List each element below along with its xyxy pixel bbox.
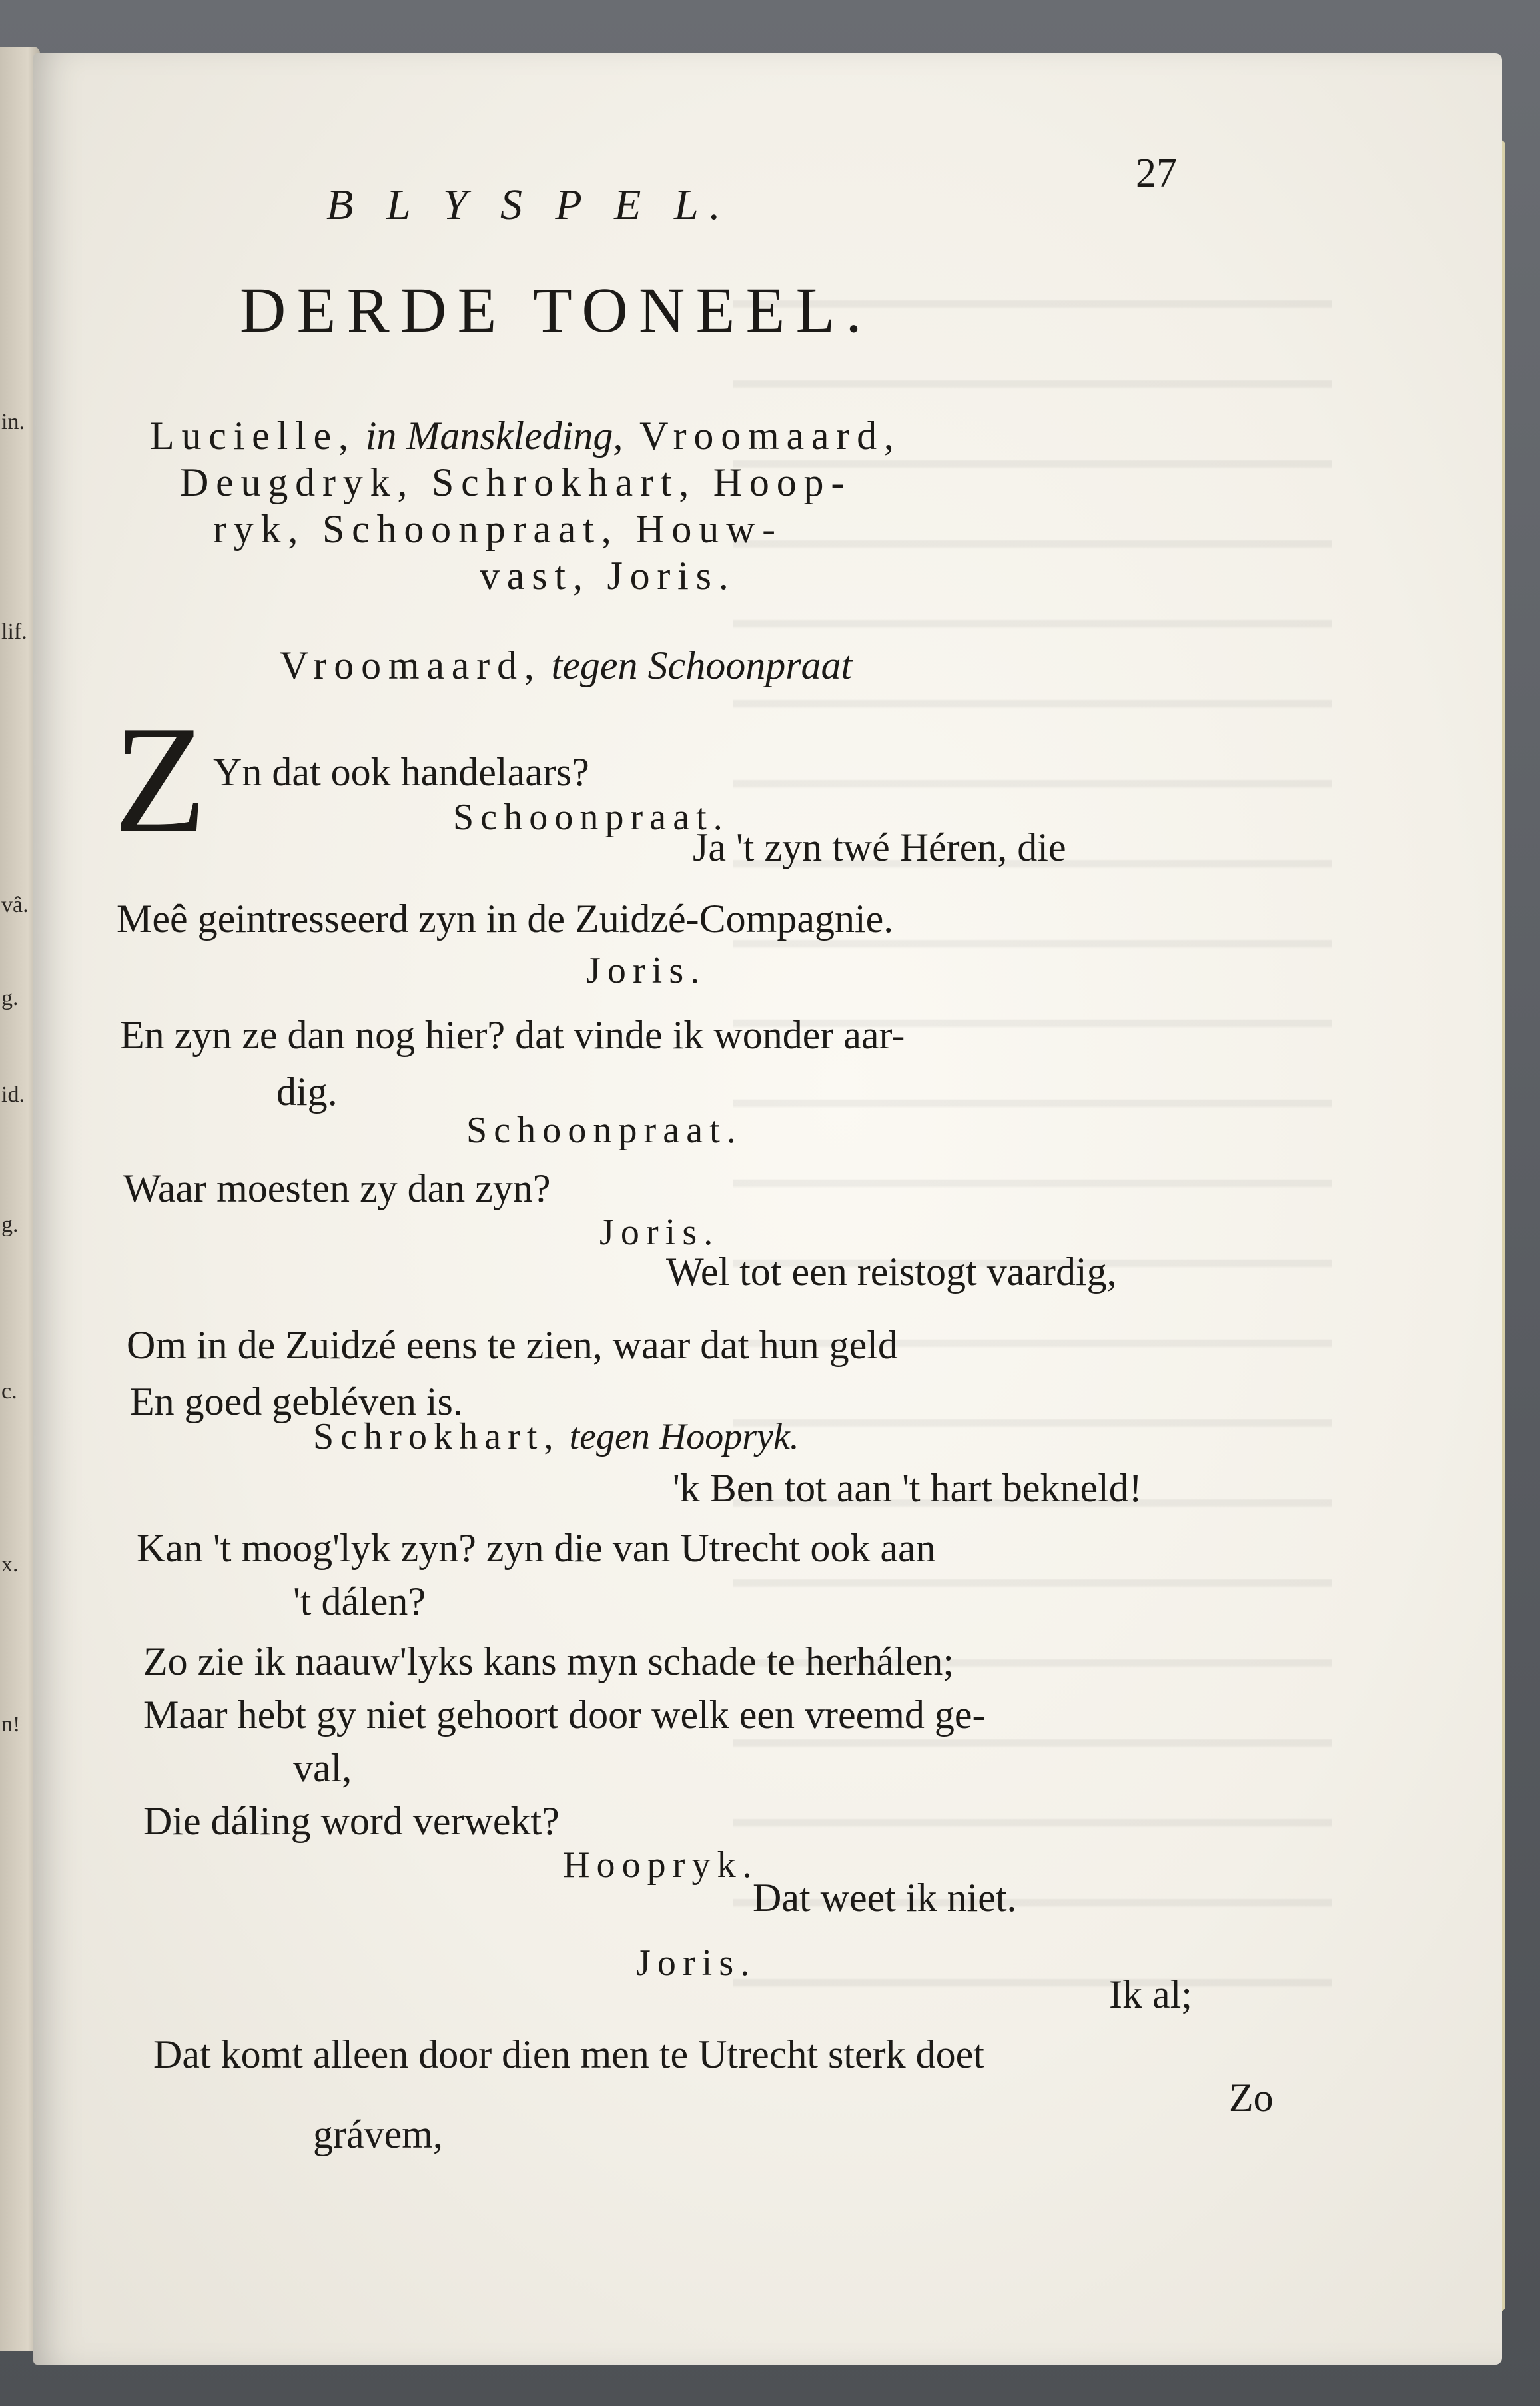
verse-line: Maar hebt gy niet gehoort door welk een vreemd ge- bbox=[143, 1693, 986, 1737]
verse-line: grávem, bbox=[313, 2112, 443, 2156]
verse-line: Meê geintresseerd zyn in de Zuidzé-Compagnie. bbox=[117, 897, 894, 941]
facing-page-fragment: c. bbox=[1, 1379, 17, 1404]
cast-name: Vroomaard, bbox=[623, 414, 901, 458]
verse-line: Om in de Zuidzé eens te zien, waar dat hun geld bbox=[127, 1323, 898, 1367]
facing-page-fragment: id. bbox=[1, 1082, 25, 1107]
verse-line: dig. bbox=[276, 1070, 338, 1114]
speaker-name: Schrokhart, bbox=[313, 1416, 560, 1457]
facing-page-fragment: in. bbox=[1, 410, 25, 434]
verse-line: 't dálen? bbox=[293, 1579, 426, 1623]
speaker-heading bbox=[313, 1415, 799, 1458]
speaker-heading: Joris. bbox=[599, 1212, 720, 1253]
speaker-heading: Joris. bbox=[636, 1942, 757, 1984]
speaker-heading: Hoopryk. bbox=[563, 1844, 759, 1886]
drop-cap: Z bbox=[113, 694, 207, 864]
facing-page-fragment: lif. bbox=[1, 619, 27, 644]
facing-page-fragment: g. bbox=[1, 986, 19, 1010]
verse-line: Yn dat ook handelaars? bbox=[213, 750, 589, 794]
show-through-text bbox=[733, 253, 1332, 2052]
cast-line-4: vast, Joris. bbox=[480, 554, 736, 598]
cast-note: in Manskleding, bbox=[355, 414, 623, 458]
verse-line: Dat weet ik niet. bbox=[753, 1876, 1017, 1920]
scene-title: DERDE TONEEL. bbox=[240, 274, 873, 346]
catchword: Zo bbox=[1229, 2076, 1274, 2120]
facing-page-fragment: x. bbox=[1, 1552, 19, 1577]
cast-line-2: Deugdryk, Schrokhart, Hoop- bbox=[180, 460, 852, 504]
verse-line: Waar moesten zy dan zyn? bbox=[123, 1166, 551, 1210]
stage-direction bbox=[280, 643, 852, 689]
speaker-heading: Schoonpraat. bbox=[466, 1110, 743, 1151]
speaker-heading: Schoonpraat. bbox=[453, 797, 729, 838]
running-head: B L Y S P E L. bbox=[326, 181, 732, 229]
cast-line-1 bbox=[150, 413, 901, 459]
verse-line: Ja 't zyn twé Héren, die bbox=[693, 825, 1066, 869]
cast-line-3: ryk, Schoonpraat, Houw- bbox=[213, 507, 783, 551]
verse-line: 'k Ben tot aan 't hart bekneld! bbox=[673, 1466, 1142, 1510]
verse-line: Zo zie ik naauw'lyks kans myn schade te herhálen; bbox=[143, 1639, 955, 1683]
facing-page-fragment: vâ. bbox=[1, 893, 29, 917]
facing-page-fragment: g. bbox=[1, 1212, 19, 1237]
page-number: 27 bbox=[1136, 151, 1177, 196]
speaker-name: Vroomaard, bbox=[280, 643, 542, 687]
direction-note: tegen Schoonpraat bbox=[541, 643, 853, 687]
facing-page-fragment: n! bbox=[1, 1712, 21, 1737]
verse-line: Wel tot een reistogt vaardig, bbox=[666, 1250, 1117, 1294]
direction-note: tegen Hoopryk. bbox=[560, 1416, 799, 1457]
verse-line: Dat komt alleen door dien men te Utrecht sterk doet bbox=[153, 2032, 984, 2076]
verse-line: Ik al; bbox=[1109, 1972, 1192, 2016]
verse-line: val, bbox=[293, 1746, 352, 1790]
verse-line: Die dáling word verwekt? bbox=[143, 1799, 560, 1843]
verse-line: Kan 't moog'lyk zyn? zyn die van Utrecht ook aan bbox=[137, 1526, 936, 1570]
verse-line: En goed gebléven is. bbox=[130, 1380, 463, 1423]
verse-line: En zyn ze dan nog hier? dat vinde ik wonder aar- bbox=[120, 1013, 905, 1057]
cast-name: Lucielle, bbox=[150, 414, 356, 458]
speaker-heading: Joris. bbox=[586, 950, 707, 991]
